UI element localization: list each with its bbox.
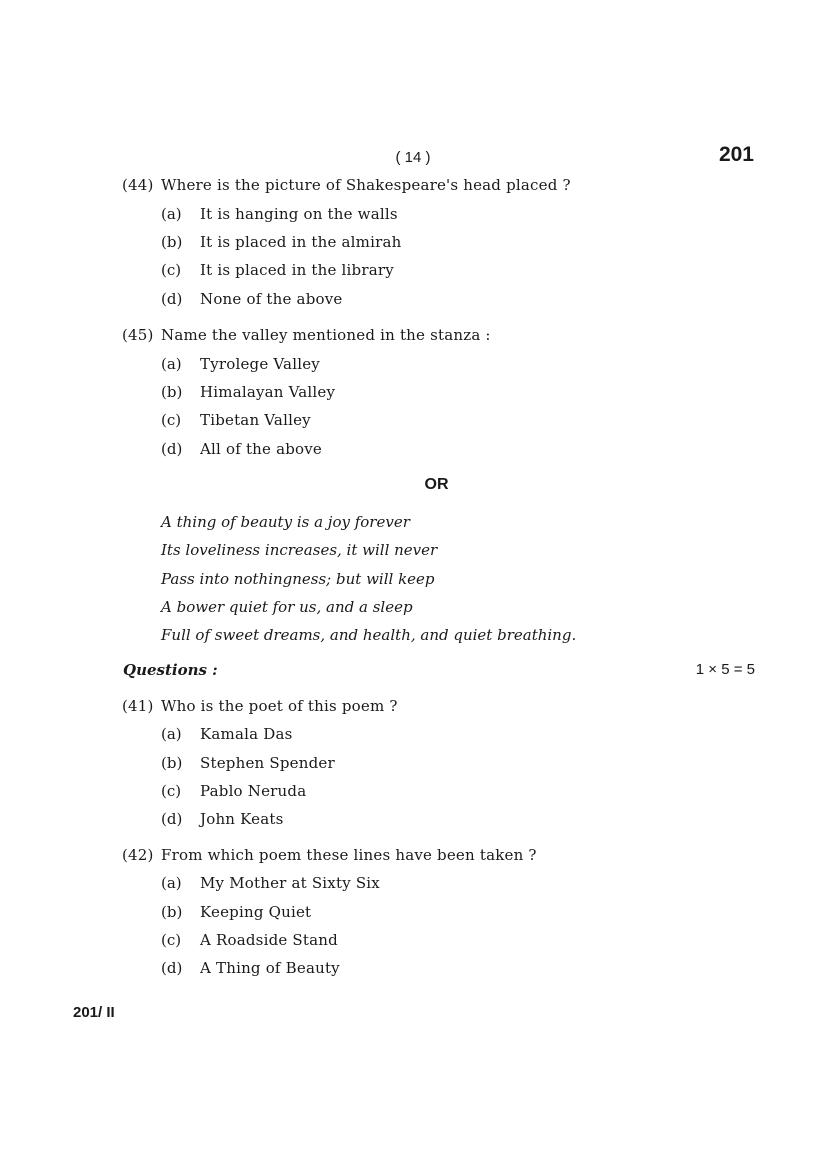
option-text: Kamala Das <box>200 725 293 743</box>
option-letter: (c) <box>161 782 182 800</box>
or-heading: OR <box>424 476 449 493</box>
question-number: (45) <box>122 326 154 344</box>
question-number: (44) <box>122 176 154 194</box>
option-text: It is placed in the library <box>200 261 394 279</box>
option-text: Stephen Spender <box>200 754 335 772</box>
option-letter: (d) <box>161 959 183 977</box>
option-text: Tibetan Valley <box>200 411 311 429</box>
paper-code: 201 <box>718 143 754 166</box>
option-letter: (d) <box>161 290 183 308</box>
option-letter: (d) <box>161 810 183 828</box>
option-letter: (b) <box>161 383 183 401</box>
questions-heading: Questions : <box>123 661 218 679</box>
option-letter: (d) <box>161 440 183 458</box>
question-number: (42) <box>122 846 154 864</box>
option-text: A Thing of Beauty <box>200 959 340 977</box>
option-letter: (b) <box>161 903 183 921</box>
question-text: Name the valley mentioned in the stanza : <box>161 326 491 344</box>
poem-line: Its loveliness increases, it will never <box>161 541 438 559</box>
poem-line: A bower quiet for us, and a sleep <box>161 598 413 616</box>
poem-line: Pass into nothingness; but will keep <box>161 570 435 588</box>
page-number: ( 14 ) <box>395 149 431 166</box>
option-letter: (a) <box>161 355 182 373</box>
option-text: Himalayan Valley <box>200 383 336 401</box>
question-text: From which poem these lines have been taken ? <box>161 846 537 864</box>
poem-line: Full of sweet dreams, and health, and quiet breathing. <box>161 626 577 644</box>
option-letter: (a) <box>161 874 182 892</box>
footer-paper-code: 201/ II <box>73 1004 115 1021</box>
option-letter: (c) <box>161 931 182 949</box>
option-letter: (b) <box>161 233 183 251</box>
option-text: All of the above <box>200 440 323 458</box>
option-text: It is hanging on the walls <box>200 205 398 223</box>
option-text: Keeping Quiet <box>200 903 312 921</box>
option-text: Tyrolege Valley <box>200 355 320 373</box>
option-text: Pablo Neruda <box>200 782 307 800</box>
option-letter: (c) <box>161 411 182 429</box>
question-text: Where is the picture of Shakespeare's head placed ? <box>161 176 571 194</box>
option-text: John Keats <box>200 810 284 828</box>
option-letter: (c) <box>161 261 182 279</box>
option-letter: (a) <box>161 205 182 223</box>
poem-line: A thing of beauty is a joy forever <box>161 513 410 531</box>
option-text: My Mother at Sixty Six <box>200 874 380 892</box>
option-text: It is placed in the almirah <box>200 233 402 251</box>
marks-allocation: 1 × 5 = 5 <box>695 661 755 678</box>
question-text: Who is the poet of this poem ? <box>161 697 398 715</box>
question-number: (41) <box>122 697 154 715</box>
option-text: None of the above <box>200 290 343 308</box>
option-letter: (a) <box>161 725 182 743</box>
option-text: A Roadside Stand <box>200 931 338 949</box>
option-letter: (b) <box>161 754 183 772</box>
